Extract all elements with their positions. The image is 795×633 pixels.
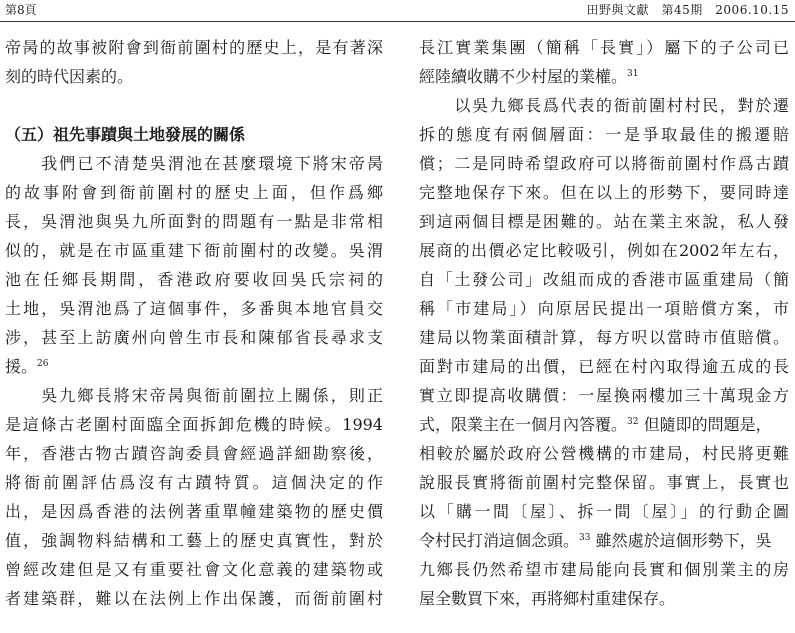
text-line: 長，吳渭池與吳九所面對的問題有一點是非常相 xyxy=(5,212,383,231)
text-line: 以「購一間〔屋〕、拆一間〔屋〕」的行動企圖 xyxy=(419,502,789,521)
text-line: 實立即提高收購價：一屋換兩樓加三十萬現金方 xyxy=(419,386,789,405)
text-line: 土地，吳渭池爲了這個事件，多番與本地官員交 xyxy=(5,299,383,318)
footnote-ref-32: 32 xyxy=(627,417,639,427)
text-line: 以吳九鄉長爲代表的衙前圍村村民，對於遷 xyxy=(419,96,789,115)
text-line: 說服長實將衙前圍村完整保留。事實上，長實也 xyxy=(419,473,789,492)
text-line: 曾經改建但是又有重要社會文化意義的建築物或 xyxy=(5,560,383,579)
text-line: 償；二是同時希望政府可以將衙前圍村作爲古蹟 xyxy=(419,154,789,173)
text-line: 是這條古老圍村面臨全面拆卸危機的時候。1994 xyxy=(5,415,383,434)
footnote-ref-33: 33 xyxy=(579,533,591,543)
text-line: 完整地保存下來。但在以上的形勢下，要同時達 xyxy=(419,183,789,202)
page-header xyxy=(0,0,795,22)
text-line: 將衙前圍評估爲沒有古蹟特質。這個決定的作 xyxy=(5,473,383,492)
text-line: 拆的態度有兩個層面：一是爭取最佳的搬遷賠 xyxy=(419,125,789,144)
text-line: 帝昺的故事被附會到衙前圍村的歷史上，是有著深 xyxy=(5,38,383,57)
text-line: 者建築群，難以在法例上作出保護，而衙前圍村 xyxy=(5,589,383,608)
text-line: 自「土發公司」改組而成的香港市區重建局（簡 xyxy=(419,270,789,289)
text-line: 式，限業主在一個月內答覆。$^{32}$ 但隨即的問題是， xyxy=(419,415,772,434)
text-line: 的故事附會到衙前圍村的歷史上面，但作爲鄉 xyxy=(5,183,383,202)
text-line: 令村民打消這個念頭。$^{33}$ 雖然處於這個形勢下，吳 xyxy=(419,531,772,550)
text-line: 吳九鄉長將宋帝昺與衙前圍拉上關係，則正 xyxy=(5,386,383,405)
paragraph-gap xyxy=(5,91,383,120)
text-line: 建局以物業面積計算，每方呎以當時市值賠償。 xyxy=(419,328,789,347)
footnote-ref-31: 31 xyxy=(627,69,639,79)
text-line: 稱「市建局」）向原居民提出一項賠償方案，市 xyxy=(419,299,789,318)
footnote-ref-26: 26 xyxy=(37,359,49,369)
section-heading: （五）祖先事蹟與土地發展的關係 xyxy=(5,125,246,144)
journal-info: 田野與文獻 第45期 2006.10.15 xyxy=(586,3,789,17)
text-line: 出，是因爲香港的法例著重單幢建築物的歷史價 xyxy=(5,502,383,521)
text-line: 屋全數買下來，再將鄉村重建保存。 xyxy=(419,589,676,608)
text-line: 長江實業集團（簡稱「長實」）屬下的子公司已 xyxy=(419,38,789,57)
text-line: 展商的出價必定比較吸引，例如在2002年左右， xyxy=(419,241,789,260)
text-line: 池在任鄉長期間，香港政府要收回吳氏宗祠的 xyxy=(5,270,383,289)
text-line: 九鄉長仍然希望市建局能向長實和個別業主的房 xyxy=(419,560,789,579)
text-line: 到這兩個目標是困難的。站在業主來說，私人發 xyxy=(419,212,789,231)
right-column xyxy=(419,33,789,613)
text-line: 援。$^{26}$ xyxy=(5,357,49,376)
text-line: 值，強調物料結構和工藝上的歷史真實性，對於 xyxy=(5,531,383,550)
text-line: 我們已不清楚吳渭池在甚麼環境下將宋帝昺 xyxy=(5,154,383,173)
text-line: 經陸續收購不少村屋的業權。$^{31}$ xyxy=(419,67,639,86)
left-column xyxy=(5,33,383,613)
text-line: 年，香港古物古蹟咨詢委員會經過詳細勘察後， xyxy=(5,444,383,463)
text-line: 刻的時代因素的。 xyxy=(5,67,134,86)
page-number: 第8頁 xyxy=(5,3,37,17)
text-line: 面對市建局的出價，已經在村內取得逾五成的長 xyxy=(419,357,789,376)
text-line: 涉，甚至上訪廣州向曾生市長和陳郁省長尋求支 xyxy=(5,328,383,347)
text-line: 相較於屬於政府公營機構的市建局，村民將更難 xyxy=(419,444,789,463)
text-line: 似的，就是在市區重建下衙前圍村的改變。吳渭 xyxy=(5,241,383,260)
